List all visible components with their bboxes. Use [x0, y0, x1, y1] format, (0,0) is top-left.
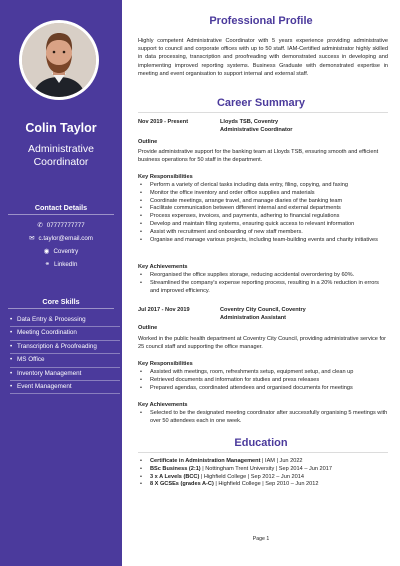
outline-label: Outline: [138, 139, 158, 145]
contact-phone: [0, 221, 122, 229]
career-divider: [138, 112, 388, 113]
list-item: • Reorganised the office supplies storage, reducing accidental overordering by 60%.: [138, 272, 388, 280]
list-item: • Assisted with meetings, room, refreshments setup, equipment setup, and clean up: [138, 369, 388, 377]
avatar-illustration: [22, 23, 96, 97]
list-item: • Organise and manage various projects, including team-building events and charity initiatives: [138, 237, 388, 245]
responsibilities-label: Key Responsibilities: [138, 361, 193, 367]
contact-divider: [8, 214, 114, 215]
title-line-2: Coordinator: [33, 156, 89, 168]
job-header: [138, 119, 388, 135]
job-role: Administration Assistant: [220, 314, 286, 321]
career-heading: Career Summary: [216, 97, 306, 109]
achievements-label: Key Achievements: [138, 402, 188, 408]
responsibilities-label: Key Responsibilities: [138, 174, 193, 180]
list-item: • Develop and maintain filing systems, ensuring quick access to relevant information: [138, 221, 388, 229]
skill-item: • Transcription & Proofreading: [10, 341, 120, 354]
job-company-name: Coventry City Council, Coventry: [220, 307, 306, 313]
achievements-list: [138, 272, 388, 295]
page-number: Page 1: [252, 536, 270, 542]
list-item: • Selected to be the designated meeting coordinator after successfully organising 5 meetings with over 50 attendees each in one week.: [138, 410, 388, 426]
profile-photo: [22, 23, 96, 97]
skill-item: • Meeting Coordination: [10, 327, 120, 340]
job-company: [220, 119, 292, 134]
education-divider: [138, 452, 388, 453]
education-item: • 3 x A Levels (BCC) | Highfield College | Sep 2012 – Jun 2014: [138, 474, 388, 482]
outline-label: Outline: [138, 325, 158, 331]
candidate-title: [0, 143, 122, 169]
job-outline: Provide administrative support for the banking team at Lloyds TSB, ensuring smooth and efficient business operations for 50 staff in the department.: [138, 149, 379, 163]
list-item: • Assist with recruitment and onboarding of new staff members.: [138, 229, 388, 237]
contact-location: [0, 247, 122, 255]
job-company-name: Lloyds TSB, Coventry: [220, 119, 279, 125]
list-item: • Process expenses, invoices, and payments, adhering to financial regulations: [138, 213, 388, 221]
email-text: c.taylor@email.com: [38, 235, 93, 242]
phone-icon: ✆: [37, 222, 43, 229]
phone-text: 07777777777: [46, 222, 85, 229]
skill-item: • Data Entry & Processing: [10, 314, 120, 327]
list-item: • Facilitate communication between different internal and external departments: [138, 205, 388, 213]
achievements-list: [138, 410, 388, 426]
profile-heading: Professional Profile: [209, 15, 313, 27]
link-icon: ⚭: [44, 261, 51, 268]
job-outline: Worked in the public health department at Coventry City Council, providing administrative service for 25 council staff and supporting the office manager.: [138, 336, 387, 350]
candidate-name: Colin Taylor: [25, 121, 97, 135]
job-date: Nov 2019 - Present: [138, 119, 189, 125]
profile-photo-frame: [19, 20, 99, 100]
email-icon: ✉: [29, 235, 35, 242]
responsibilities-list: [138, 369, 388, 392]
list-item: • Perform a variety of clerical tasks including data entry, filing, copying, and faxing: [138, 182, 388, 190]
contact-email[interactable]: [0, 234, 122, 242]
contact-heading: Contact Details: [34, 203, 88, 212]
list-item: • Streamlined the company's expense reporting process, resulting in a 20% reduction in errors and improved efficiency.: [138, 280, 388, 296]
skills-divider: [8, 308, 114, 309]
skills-list: [10, 314, 120, 394]
responsibilities-list: [138, 182, 388, 244]
contact-linkedin[interactable]: [0, 260, 122, 268]
education-item: • Certificate in Administration Management | IAM | Jun 2022: [138, 458, 388, 466]
job-company: [220, 307, 306, 322]
main-content: [122, 0, 400, 566]
education-heading: Education: [234, 437, 288, 449]
linkedin-text: LinkedIn: [54, 261, 78, 268]
education-item: • 8 X GCSEs (grades A-C) | Highfield College | Sep 2010 – Jun 2012: [138, 481, 388, 489]
location-text: Coventry: [53, 248, 79, 255]
sidebar: [0, 0, 122, 566]
list-item: • Retrieved documents and information for studies and press releases: [138, 377, 388, 385]
skill-item: • Inventory Management: [10, 368, 120, 381]
profile-text: Highly competent Administrative Coordinator with 5 years experience providing administrative support to council and corporate offices with up to 50 staff. IAM-Certified administrator highly skilled in data processing, transcription and proofreading with demonstrated success in developing and implementing improved reporting systems. Business Graduate with demonstrated expertise in meeting and event organisation to support internal and external staff.: [138, 38, 388, 77]
skill-item: • Event Management: [10, 381, 120, 394]
skills-heading: Core Skills: [42, 297, 80, 306]
job-date: Jul 2017 - Nov 2019: [138, 307, 190, 313]
education-list: [138, 458, 388, 489]
education-item: • BSc Business (2:1) | Nottingham Trent University | Sep 2014 – Jun 2017: [138, 466, 388, 474]
skill-item: • MS Office: [10, 354, 120, 367]
list-item: • Coordinate meetings, arrange travel, and manage diaries of the banking team: [138, 198, 388, 206]
job-header: [138, 307, 388, 323]
title-line-1: Administrative: [28, 143, 94, 155]
location-pin-icon: ◉: [43, 248, 50, 255]
list-item: • Monitor the office inventory and order office supplies and materials: [138, 190, 388, 198]
list-item: • Prepared agendas, coordinated attendees and organised documents for meetings: [138, 385, 388, 393]
job-role: Administrative Coordinator: [220, 126, 293, 133]
achievements-label: Key Achievements: [138, 264, 188, 270]
